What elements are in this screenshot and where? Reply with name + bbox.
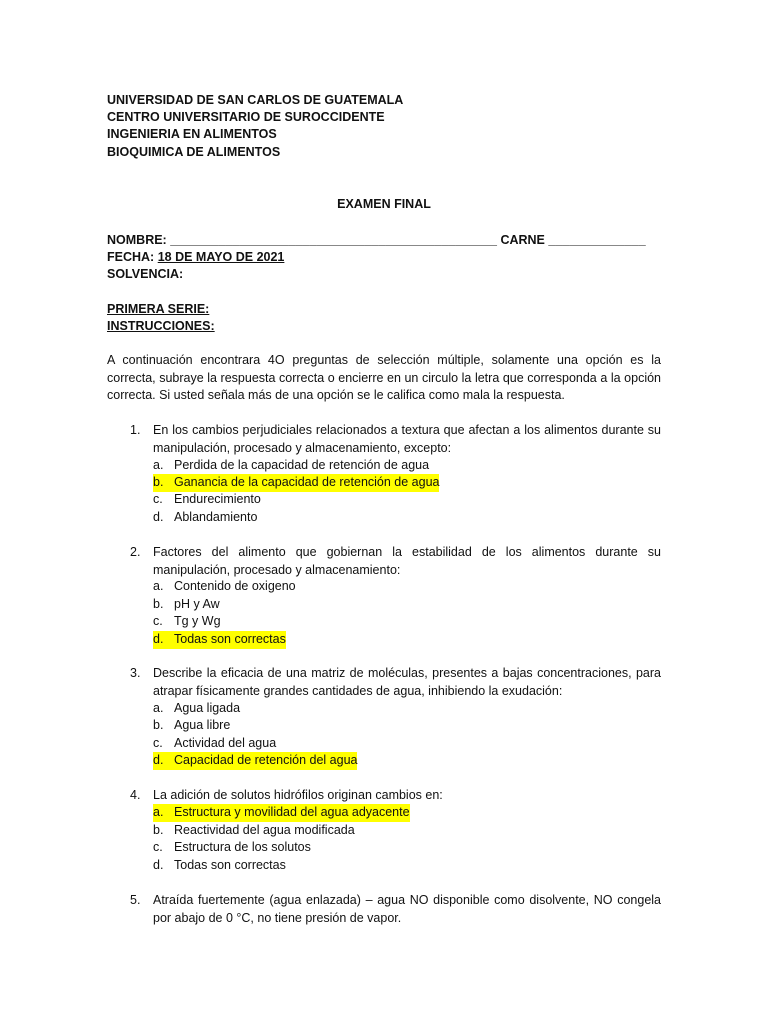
option-letter: b. (153, 475, 164, 489)
option-letter: a. (153, 701, 164, 715)
instructions-label: INSTRUCCIONES: (107, 319, 215, 333)
option-text: Todas son correctas (174, 632, 286, 646)
question-number: 3. (130, 666, 141, 680)
option-text: Endurecimiento (174, 492, 261, 506)
option-letter: a. (153, 805, 164, 819)
option-b[interactable] (153, 822, 355, 840)
question-number: 5. (130, 893, 141, 907)
question-number: 4. (130, 788, 141, 802)
header-course: BIOQUIMICA DE ALIMENTOS (107, 145, 281, 159)
option-letter: d. (153, 753, 164, 767)
fecha-row (107, 249, 284, 266)
question-number: 2. (130, 545, 141, 559)
option-b[interactable] (153, 717, 230, 735)
question-text: En los cambios perjudiciales relacionados a textura que afectan a los alimentos durante su manipulación, procesado y almacenamiento, excepto: (153, 423, 661, 455)
option-letter: d. (153, 858, 164, 872)
option-c[interactable] (153, 839, 311, 857)
option-letter: d. (153, 632, 164, 646)
option-c[interactable] (153, 735, 276, 753)
option-a-highlighted[interactable] (153, 804, 410, 822)
option-d[interactable] (153, 857, 286, 875)
option-text: Agua libre (174, 718, 231, 732)
option-d[interactable] (153, 509, 257, 527)
solvencia-label: SOLVENCIA: (107, 267, 184, 281)
option-text: Perdida de la capacidad de retención de agua (174, 458, 430, 472)
header-center: CENTRO UNIVERSITARIO DE SUROCCIDENTE (107, 110, 385, 124)
option-letter: a. (153, 579, 164, 593)
option-letter: c. (153, 736, 163, 750)
option-text: Contenido de oxigeno (174, 579, 296, 593)
nombre-label: NOMBRE: (107, 233, 167, 247)
carne-label: CARNE (500, 233, 545, 247)
option-text: Estructura y movilidad del agua adyacente (174, 805, 410, 819)
option-letter: a. (153, 458, 164, 472)
exam-title: EXAMEN FINAL (337, 197, 431, 211)
option-b[interactable] (153, 596, 220, 614)
question-text: Factores del alimento que gobiernan la estabilidad de los alimentos durante su manipulación, procesado y almacenamiento: (153, 545, 661, 577)
option-letter: d. (153, 510, 164, 524)
option-letter: b. (153, 823, 164, 837)
option-c[interactable] (153, 613, 221, 631)
option-text: Todas son correctas (174, 858, 286, 872)
option-letter: c. (153, 492, 163, 506)
question-text: Atraída fuertemente (agua enlazada) – agua NO disponible como disolvente, NO congela por abajo de 0 °C, no tiene presión de vapor. (153, 893, 661, 925)
option-letter: b. (153, 597, 164, 611)
option-text: Actividad del agua (174, 736, 277, 750)
option-a[interactable] (153, 700, 240, 718)
nombre-row (107, 232, 646, 249)
option-letter: c. (153, 840, 163, 854)
option-text: Reactividad del agua modificada (174, 823, 355, 837)
option-text: Ganancia de la capacidad de retención de agua (174, 475, 440, 489)
option-text: Estructura de los solutos (174, 840, 311, 854)
fecha-value: 18 DE MAYO DE 2021 (157, 250, 285, 264)
question-text: Describe la eficacia de una matriz de moléculas, presentes a bajas concentraciones, para atrapar físicamente grandes cantidades de agua, inhibiendo la exudación: (153, 666, 661, 698)
nombre-blank[interactable]: _______________________________________________ (170, 233, 497, 247)
option-b-highlighted[interactable] (153, 474, 439, 492)
option-letter: b. (153, 718, 164, 732)
fecha-label: FECHA: (107, 250, 155, 264)
option-a[interactable] (153, 578, 296, 596)
option-d-highlighted[interactable] (153, 752, 357, 770)
option-d-highlighted[interactable] (153, 631, 286, 649)
option-a[interactable] (153, 457, 429, 475)
option-letter: c. (153, 614, 163, 628)
header-program: INGENIERIA EN ALIMENTOS (107, 127, 277, 141)
option-text: Ablandamiento (174, 510, 258, 524)
instructions-text: A continuación encontrara 4O preguntas de selección múltiple, solamente una opción es la correcta, subraye la respuesta correcta o encierre en un circulo la letra que corresponda a la opción correcta. Si usted señala más de una opción se le califica como mala la respuesta. (107, 353, 661, 402)
carne-blank[interactable]: ______________ (548, 233, 646, 247)
question-number: 1. (130, 423, 141, 437)
section-title: PRIMERA SERIE: (107, 302, 210, 316)
option-c[interactable] (153, 491, 261, 509)
option-text: Agua ligada (174, 701, 241, 715)
option-text: Capacidad de retención del agua (174, 753, 358, 767)
question-text: La adición de solutos hidrófilos originan cambios en: (153, 788, 443, 802)
option-text: pH y Aw (174, 597, 220, 611)
header-university: UNIVERSIDAD DE SAN CARLOS DE GUATEMALA (107, 93, 404, 107)
option-text: Tg y Wg (174, 614, 221, 628)
